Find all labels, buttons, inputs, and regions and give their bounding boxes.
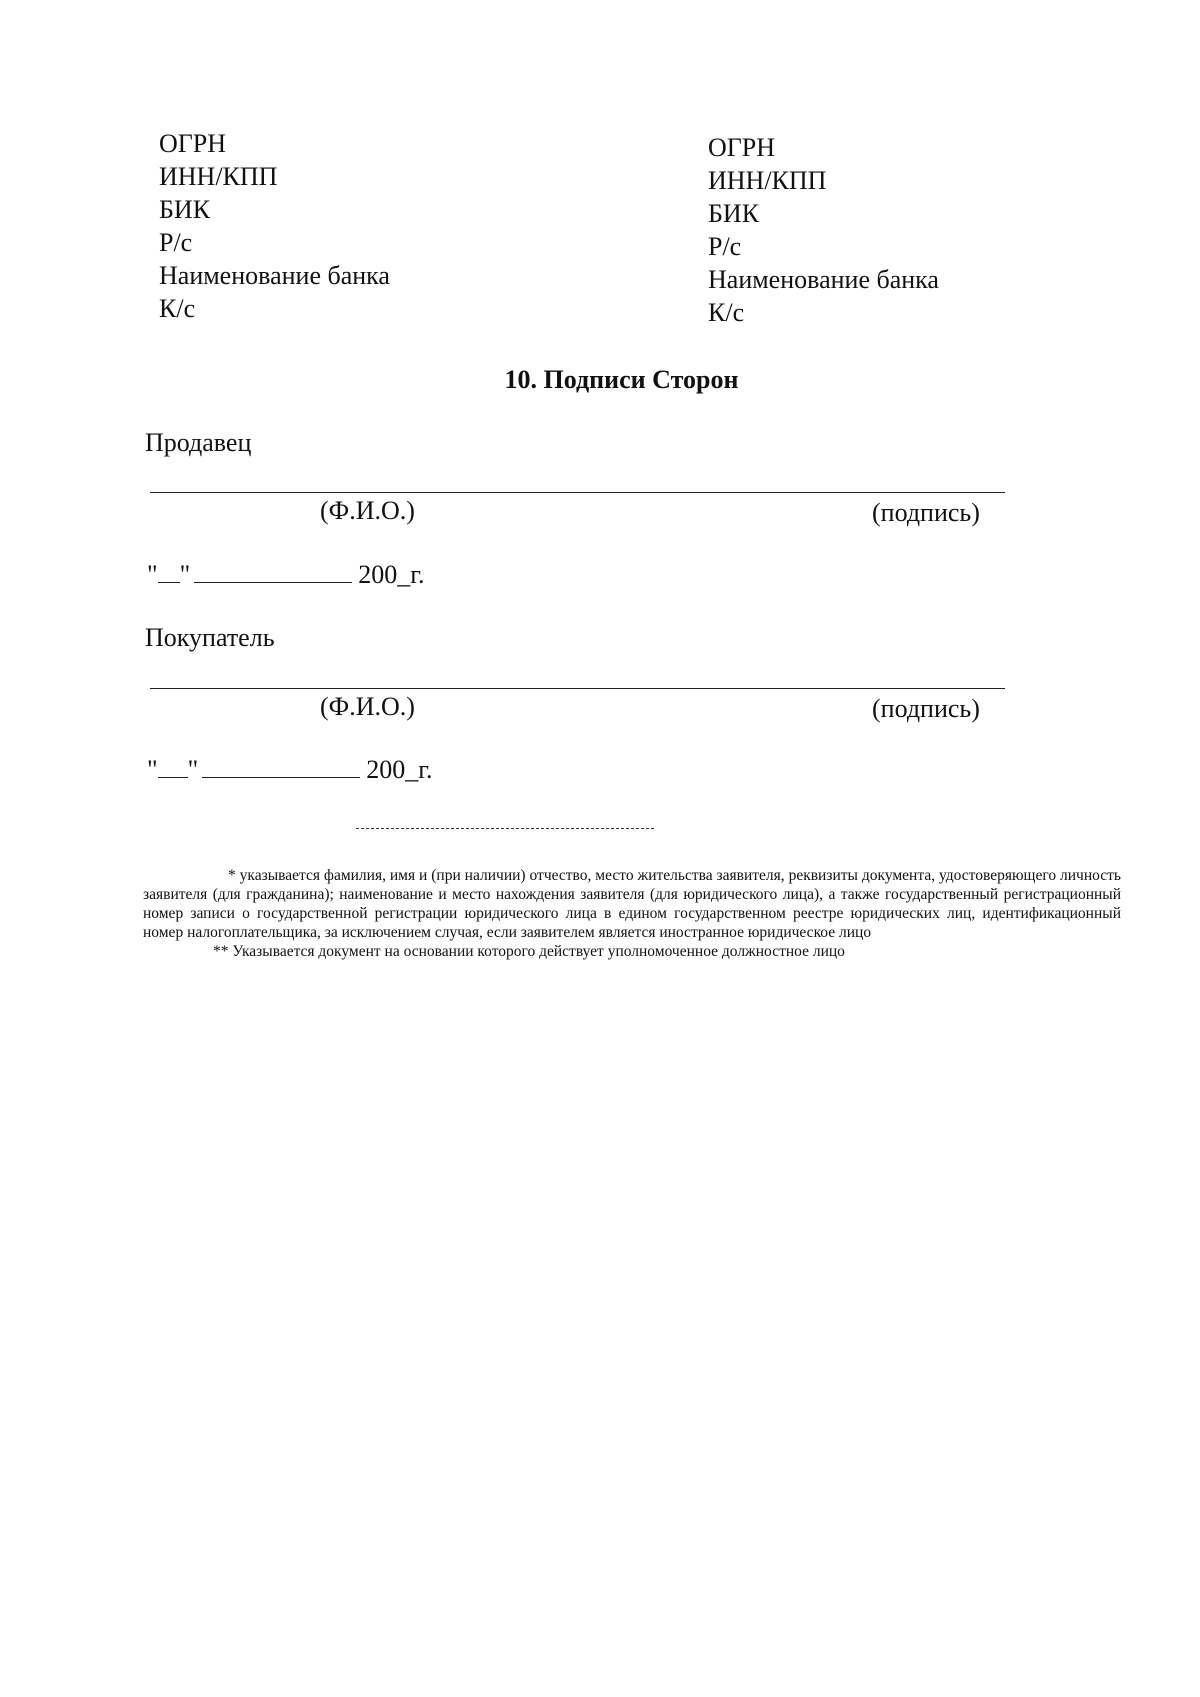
rs-label: Р/с xyxy=(159,228,193,257)
seller-label: Продавец xyxy=(145,428,252,457)
footnotes xyxy=(143,866,1121,961)
inn-kpp-label: ИНН/КПП xyxy=(159,162,278,191)
day-blank[interactable] xyxy=(158,759,188,778)
open-quote: " xyxy=(147,755,158,784)
inn-kpp-label: ИНН/КПП xyxy=(708,166,827,195)
buyer-signature-caption: (подпись) xyxy=(872,694,980,723)
ogrn-label: ОГРН xyxy=(708,133,776,162)
requisites-right xyxy=(708,131,939,329)
buyer-fio-caption: (Ф.И.О.) xyxy=(320,692,415,721)
footnote-1: * указывается фамилия, имя и (при наличии) отчество, место жительства заявителя, реквизиты документа, удостоверяющего личность заявителя (для гражданина); наименование и место нахождения заявителя (для юридического лица), а также государственный регистрационный номер записи о государственной регистрации юридического лица в едином государственном реестре юридических лиц, идентификационный номер налогоплательщика, за исключением случая, если заявителем является иностранное юридическое лицо xyxy=(143,867,1121,941)
buyer-label: Покупатель xyxy=(145,623,275,652)
footnote-separator xyxy=(356,828,654,829)
buyer-signature-line[interactable] xyxy=(150,688,1005,689)
footnote-2: ** Указывается документ на основании которого действует уполномоченное должностное лицо xyxy=(213,943,845,960)
buyer-date-row xyxy=(147,755,432,785)
month-blank[interactable] xyxy=(202,759,360,778)
rs-label: Р/с xyxy=(708,232,742,261)
requisites-left xyxy=(159,127,390,325)
year-text: 200_г. xyxy=(358,560,425,589)
open-quote: " xyxy=(147,560,158,589)
ks-label: К/с xyxy=(159,294,196,323)
seller-date-row xyxy=(147,560,424,590)
bank-name-label: Наименование банка xyxy=(159,261,390,290)
section-title: 10. Подписи Сторон xyxy=(504,365,739,394)
bik-label: БИК xyxy=(159,195,211,224)
day-blank[interactable] xyxy=(158,564,180,583)
seller-signature-line[interactable] xyxy=(150,492,1005,493)
ogrn-label: ОГРН xyxy=(159,129,227,158)
year-text: 200_г. xyxy=(366,755,433,784)
month-blank[interactable] xyxy=(194,564,352,583)
bik-label: БИК xyxy=(708,199,760,228)
close-quote: " xyxy=(187,755,199,784)
seller-fio-caption: (Ф.И.О.) xyxy=(320,496,415,525)
bank-name-label: Наименование банка xyxy=(708,265,939,294)
seller-signature-caption: (подпись) xyxy=(872,498,980,527)
ks-label: К/с xyxy=(708,298,745,327)
close-quote: " xyxy=(179,560,191,589)
